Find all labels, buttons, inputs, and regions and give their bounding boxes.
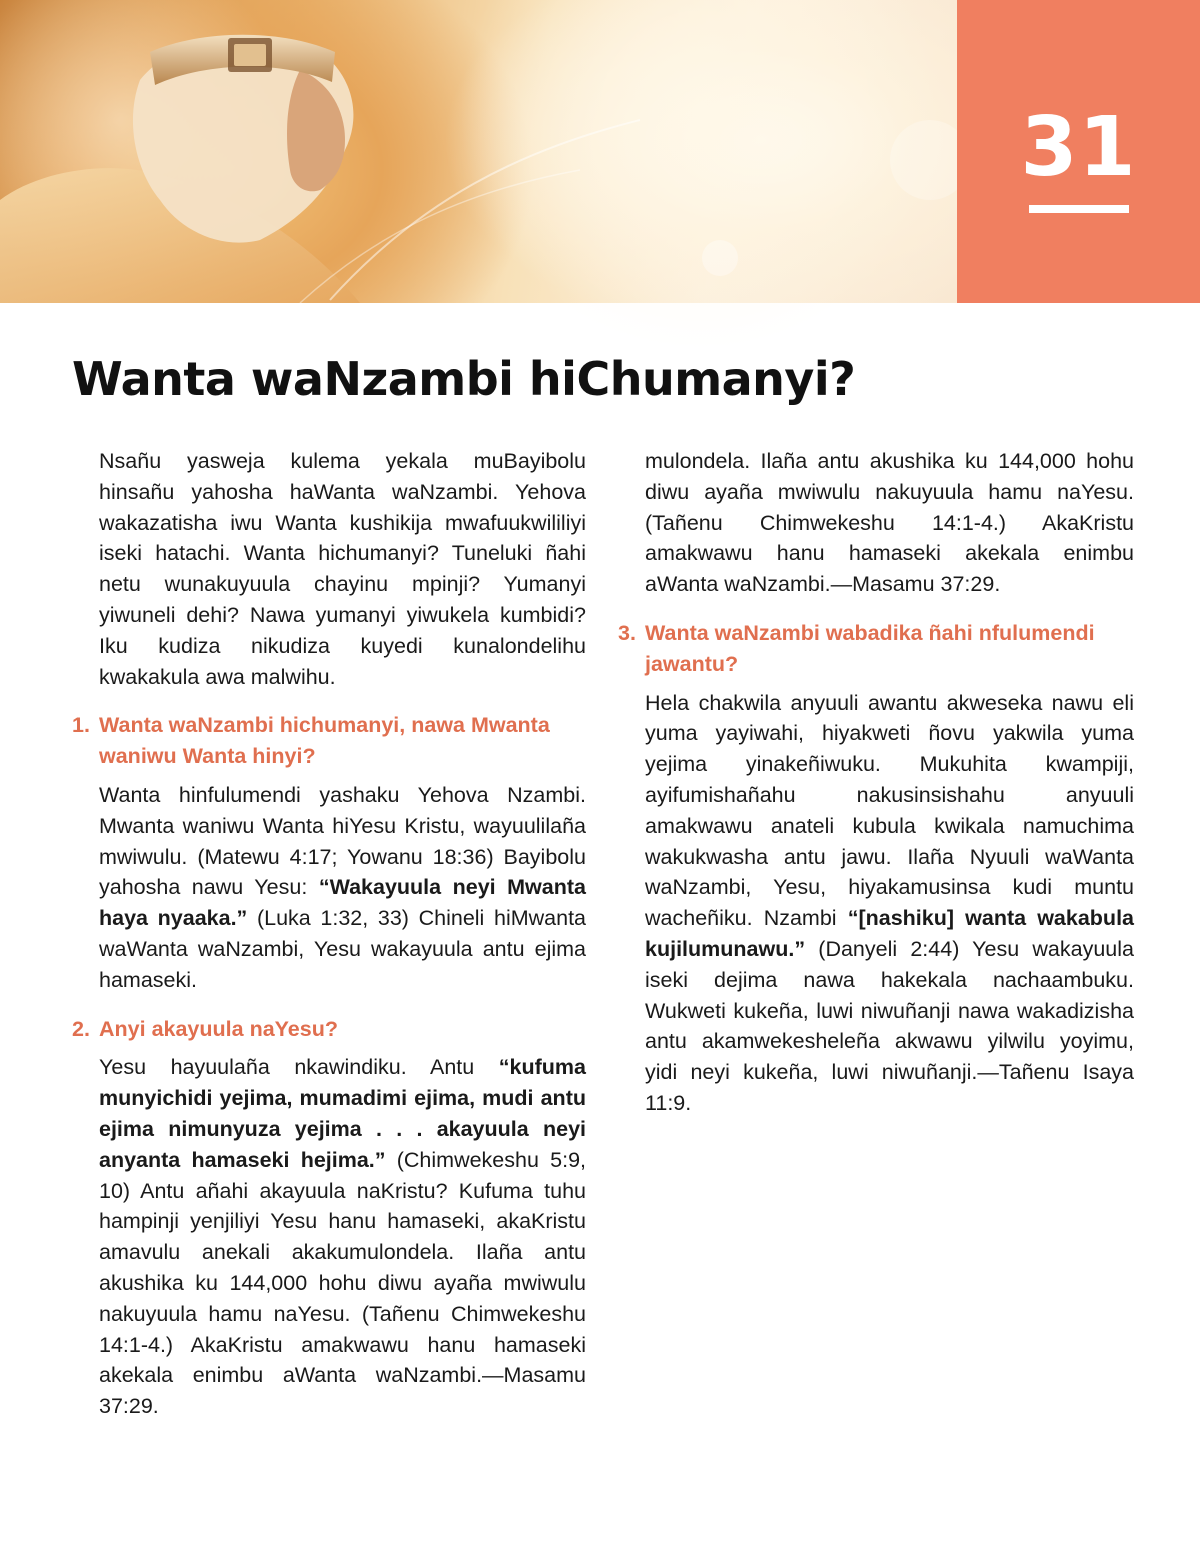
section-1-number: 1. (72, 713, 90, 738)
section-2-paragraph (72, 1052, 587, 1419)
section-2-text-a: Yesu hayuulaña nkawindiku. Antu (99, 1055, 499, 1080)
right-column (618, 446, 1134, 1119)
section-2-question (72, 1014, 586, 1045)
section-1-quote: “Wakayuula neyi Mwanta haya nyaaka.” (99, 875, 586, 931)
section-2-number: 2. (72, 1016, 90, 1041)
section-3-text-b: (Danyeli 2:44) Yesu wakayuula iseki dejima nawa hakekala nachaambuku. Wukweti kukeña, luwi niwuñanji nawa wakadizisha antu akamwekesheleña akwawu yilwilu yoyimu, yidi neyi kukeña, luwi niwuñanji.—Tañenu Isaya 11:9. (645, 936, 1134, 1115)
page-title: Wanta waNzambi hiChumanyi? (72, 352, 856, 406)
section-1-question (72, 710, 586, 772)
section-3-number: 3. (618, 620, 636, 645)
intro-paragraph: Nsañu yasweja kulema yekala muBayibolu hinsañu yahosha haWanta waNzambi. Yehova wakazatisha iwu Wanta kushikija mwafuukwililiyi iseki hatachi. Wanta hichumanyi? Tuneluki ñahi netu wunakuyuula chayinu mpinji? Yumanyi yiwuneli dehi? Nawa yumanyi yiwukela kumbidi? Iku kudiza nikudiza kuyedi kunalondelihu kwakakula awa malwihu. (99, 449, 586, 689)
section-2-quote: “kufuma munyichidi yejima, mumadimi ejima, mudi antu ejima nimunyuza yejima . . . akayuula neyi anyanta hamaseki hejima.” (99, 1055, 586, 1172)
section-1-text-b: (Luka 1:32, 33) Chineli hiMwanta waWanta waNzambi, Yesu wakayuula antu ejima hamaseki. (99, 906, 586, 992)
king-figure-illustration (0, 0, 957, 303)
section-1-text-a: Wanta hinfulumendi yashaku Yehova Nzambi. Mwanta waniwu Wanta hiYesu Kristu, wayuulilaña mwiwulu. (Matewu 4:17; Yowanu 18:36) Bayibolu yahosha nawu Yesu: (99, 782, 586, 900)
chapter-rule-divider (1029, 205, 1129, 213)
section-2-text-b: (Chimwekeshu 5:9, 10) Antu añahi akayuula naKristu? Kufuma tuhu hampinji yenjiliyi Yesu hanu hamaseki, akaKristu amavulu anekali akakumulondela. Ilaña antu akushika ku 144,000 hohu diwu ayaña mwiwulu nakuyuula hamu naYesu. (Tañenu Chimwekeshu 14:1-4.) AkaKristu amakwawu hanu hamaseki akekala enimbu aWanta waNzambi.—Masamu 37:29. (99, 1147, 587, 1419)
section-3-paragraph (618, 688, 1134, 1119)
chapter-number: 31 (1020, 100, 1137, 195)
section-3-question (618, 618, 1134, 680)
section-3-quote: “[nashiku] wanta wakabula kujilumunawu.” (645, 906, 1134, 961)
chapter-header-image (0, 0, 957, 303)
section-3-question-text: Wanta waNzambi wabadika ñahi nfulumendi jawantu? (645, 620, 1095, 676)
section-2-question-text: Anyi akayuula naYesu? (99, 1016, 338, 1041)
section-1-paragraph (72, 780, 586, 996)
left-column (72, 446, 587, 1419)
section-1-question-text: Wanta waNzambi hichumanyi, nawa Mwanta waniwu Wanta hinyi? (99, 713, 550, 769)
section-3-text-a: Hela chakwila anyuuli awantu akweseka nawu eli yuma yayiwahi, hiyakweti ñovu yakwila yuma yejima yinakeñiwuku. Mukuhita kwampiji, ayifumishañahu nakusinsishahu anyuuli amakwawu anateli kubula kwikala namuchima wakukwasha antu jawu. Ilaña Nyuuli waWanta waNzambi, Yesu, hiyakamusinsa kudi muntu wacheñiku. Nzambi (645, 690, 1134, 931)
chapter-number-box (957, 0, 1200, 303)
section-2-continued-paragraph: mulondela. Ilaña antu akushika ku 144,000 hohu diwu ayaña mwiwulu nakuyuula hamu naYesu. (Tañenu Chimwekeshu 14:1-4.) AkaKristu amakwawu hanu hamaseki akekala enimbu aWanta waNzambi.—Masamu 37:29. (645, 449, 1134, 597)
